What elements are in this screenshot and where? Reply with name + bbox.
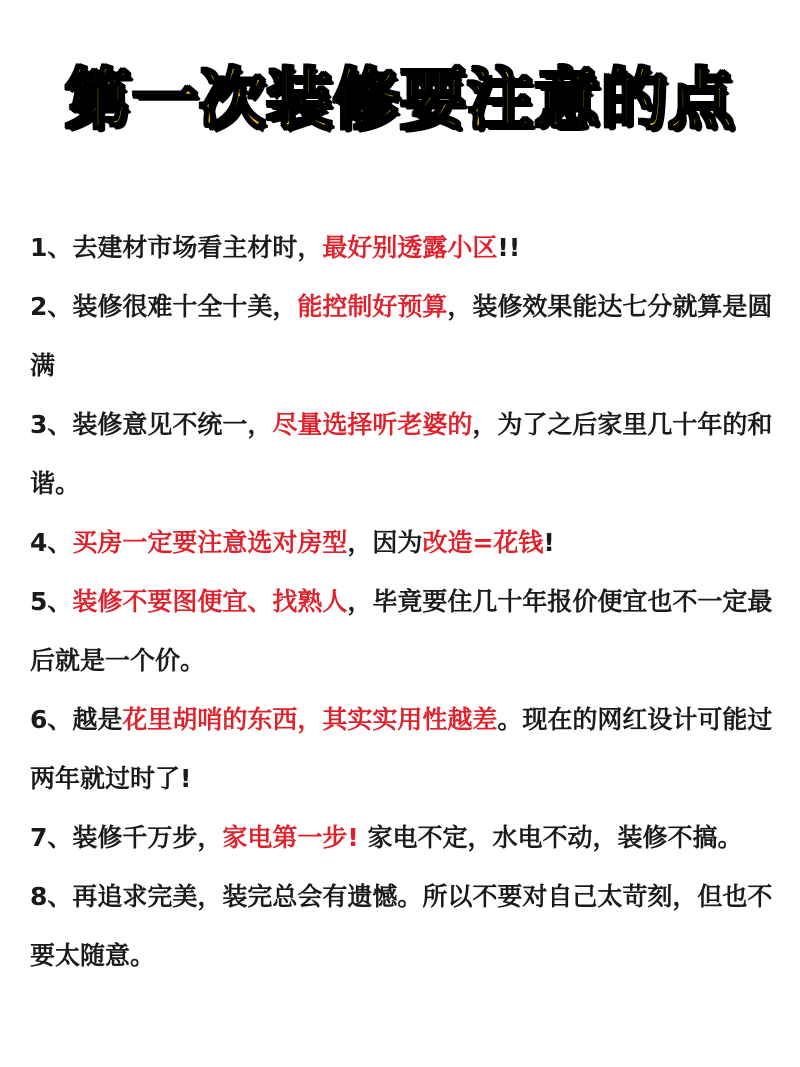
- tip-item-7: [30, 808, 775, 867]
- tip-5-text-b: ，毕竟要住几十年报价便宜也不一定最后就是一个价。: [30, 587, 773, 675]
- tips-list: [30, 218, 775, 985]
- tip-7-highlight: 家电第一步!: [222, 823, 359, 852]
- tip-6-highlight: 花里胡哨的东西，其实实用性越差: [122, 705, 498, 734]
- tip-4-text-b: ，因为: [347, 528, 423, 557]
- tip-4-text-a: 4、: [30, 528, 73, 557]
- tip-item-8: [30, 867, 775, 985]
- tip-2-text-a: 2、装修很难十全十美，: [30, 292, 298, 321]
- tip-4-highlight-b: 改造=花钱: [422, 528, 544, 557]
- tip-item-2: [30, 277, 775, 395]
- tip-5-highlight: 装修不要图便宜、找熟人: [72, 587, 348, 616]
- tip-6-text-b: 。现在的网红设计可能过两年就过时了!: [30, 705, 773, 793]
- tip-item-1: [30, 218, 775, 277]
- tip-item-3: [30, 395, 775, 513]
- tip-item-6: [30, 690, 775, 808]
- tip-1-highlight: 最好别透露小区: [322, 233, 498, 262]
- tip-item-4: [30, 513, 775, 572]
- tip-3-highlight: 尽量选择听老婆的: [272, 410, 473, 439]
- tip-4-text-c: !: [543, 528, 555, 557]
- tip-3-text-b: ，为了之后家里几十年的和谐。: [30, 410, 773, 498]
- tip-1-text-b: !!: [497, 233, 521, 262]
- page-title: 第一次装修要注意的点: [65, 61, 735, 138]
- tip-5-text-a: 5、: [30, 587, 73, 616]
- tip-8-text: 8、再追求完美，装完总会有遗憾。所以不要对自己太苛刻，但也不要太随意。: [30, 882, 773, 970]
- tip-7-text-a: 7、装修千万步，: [30, 823, 223, 852]
- tip-2-highlight: 能控制好预算: [297, 292, 448, 321]
- tip-1-text-a: 1、去建材市场看主材时，: [30, 233, 323, 262]
- tip-4-highlight-a: 买房一定要注意选对房型: [72, 528, 348, 557]
- tip-2-text-b: ，装修效果能达七分就算是圆满: [30, 292, 773, 380]
- tip-3-text-a: 3、装修意见不统一，: [30, 410, 273, 439]
- tip-6-text-a: 6、越是: [30, 705, 123, 734]
- tip-item-5: [30, 572, 775, 690]
- tip-7-text-b: 家电不定，水电不动，装修不搞。: [358, 823, 743, 852]
